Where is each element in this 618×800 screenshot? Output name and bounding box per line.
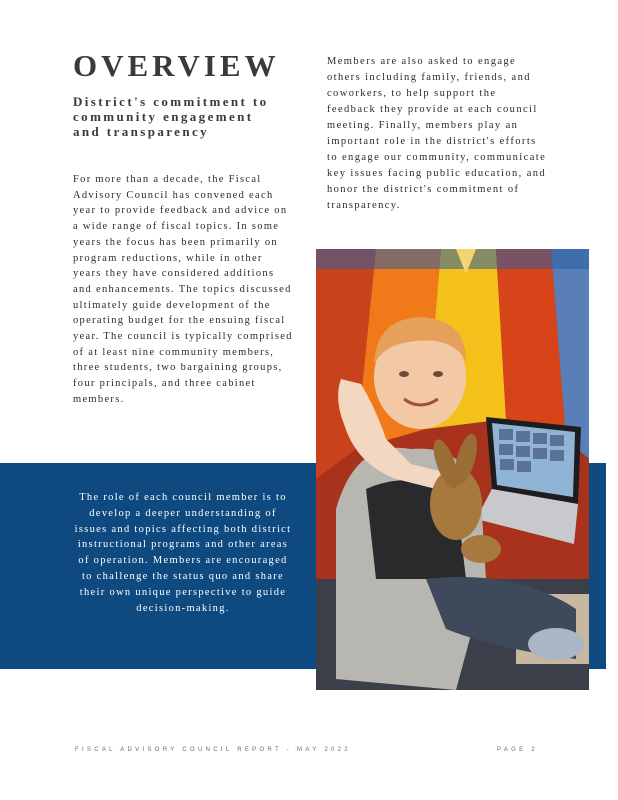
footer-report-title: FISCAL ADVISORY COUNCIL REPORT - MAY 2022 [75,747,351,753]
band-paragraph: The role of each council member is to develop a deeper understanding of issues and topics affecting both district instructional programs and other areas of operation. Members are encouraged to challenge the status quo and share their own unique perspective to guide decision-making. [74,492,292,614]
page-title: OVERVIEW [73,48,280,83]
intro-paragraph: For more than a decade, the Fiscal Advisory Council has convened each year to provide feedback and advice on a wide range of fiscal topics. In some years the focus has been primarily on program reductions, while in other years they have considered additions and enhancements. The topics discussed ultimately guide development of the operating budget for the ensuing fiscal year. The council is typically comprised of at least nine community members, three students, two bargaining groups, four principals, and three cabinet members. [73,174,293,405]
footer-page-number: PAGE 2 [497,747,539,753]
photo-child-in-tent [316,249,589,690]
page-subtitle: District's commitment to community engagement and transparency [73,94,269,139]
right-column-paragraph: Members are also asked to engage others including family, friends, and coworkers, to help support the feedback they provide at each council meeting. Finally, members play an important role in the district's efforts to engage our community, communicate key issues facing public education, and honor the district's commitment of transparency. [327,56,547,211]
